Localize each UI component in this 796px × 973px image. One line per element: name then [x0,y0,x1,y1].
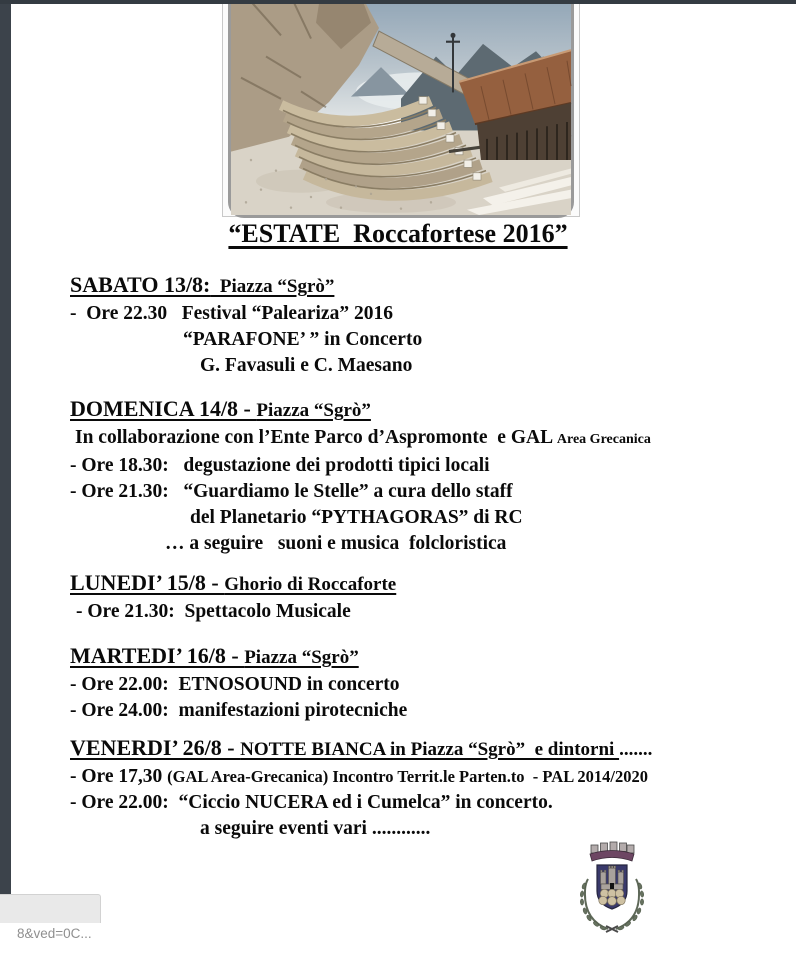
event-line-text: - Ore 24.00: manifestazioni pirotecniche [70,700,408,721]
event-line [70,353,422,379]
event-line-text: In collaborazione con l’Ente Parco d’Aspromonte e GAL [75,427,557,448]
event-section [70,643,407,724]
event-line-text: - Ore 18.30: degustazione dei prodotti tipici locali [70,455,490,476]
event-line-text: - Ore 22.30 Festival “Paleariza” 2016 [70,303,393,324]
event-line-text: G. Favasuli e C. Maesano [200,355,413,376]
event-line-text: (GAL Area-Grecanica) Incontro Territ.le Parten.to - PAL 2014/2020 [167,767,649,786]
event-line [70,599,396,625]
event-section-heading [70,735,652,764]
heading-segment: SABATO 13/8: [70,272,211,297]
event-line [70,790,652,816]
event-line-text: - Ore 21.30: “Guardiamo le Stelle” a cura dello staff [70,481,513,502]
municipal-coat-of-arms [570,834,654,934]
event-section-heading [70,570,396,599]
event-line [70,301,422,327]
viewport-left-edge [0,0,11,923]
heading-segment: VENERDI’ 26/8 - [70,735,241,760]
heading-segment: MARTEDI’ 16/8 - [70,643,245,668]
viewport-top-edge [0,0,796,4]
event-line-text: - Ore 22.00: ETNOSOUND in concerto [70,674,400,695]
heading-segment: Piazza “Sgrò” [210,276,335,297]
event-line [70,816,652,842]
event-line-text: - Ore 17,30 [70,766,168,787]
event-line-text: “PARAFONE’ ” in Concerto [183,329,423,350]
heading-segment: Piazza “Sgrò” [244,647,359,668]
event-section-heading [70,643,407,672]
event-line-text: - Ore 22.00: “Ciccio NUCERA ed i Cumelca” in concerto. [70,792,553,813]
event-section [70,272,422,379]
event-line [70,531,651,557]
event-line-text: a seguire eventi vari ............ [200,818,431,839]
event-line-text: del Planetario “PYTHAGORAS” di RC [190,507,523,528]
heading-segment: LUNEDI’ 15/8 - [70,570,225,595]
coat-of-arms-art [570,834,654,934]
event-line-text: Area Grecanica [556,432,651,447]
event-section [70,735,652,842]
link-status-bubble [0,894,101,941]
heading-segment: Piazza “Sgrò” [256,400,371,421]
event-section [70,396,651,557]
event-line [70,425,651,453]
heading-segment: DOMENICA 14/8 - [70,396,257,421]
event-section-heading [70,272,422,301]
event-line-text: - Ore 21.30: Spettacolo Musicale [76,601,351,622]
event-line [70,453,651,479]
link-status-text: 8&ved=0C... [17,926,92,941]
page-title: “ESTATE Roccafortese 2016” [228,219,568,248]
event-line [70,327,422,353]
event-line [70,479,651,505]
event-line-text: … a seguire suoni e musica folcloristica [165,533,507,554]
event-line [70,764,652,790]
event-section-heading [70,396,651,425]
heading-segment: ....... [619,739,653,760]
event-line [70,698,407,724]
event-line [70,672,407,698]
heading-segment: Ghorio di Roccaforte [224,574,397,595]
event-line [70,505,651,531]
event-section [70,570,396,625]
heading-segment: NOTTE BIANCA in Piazza “Sgrò” e dintorni [240,739,620,760]
